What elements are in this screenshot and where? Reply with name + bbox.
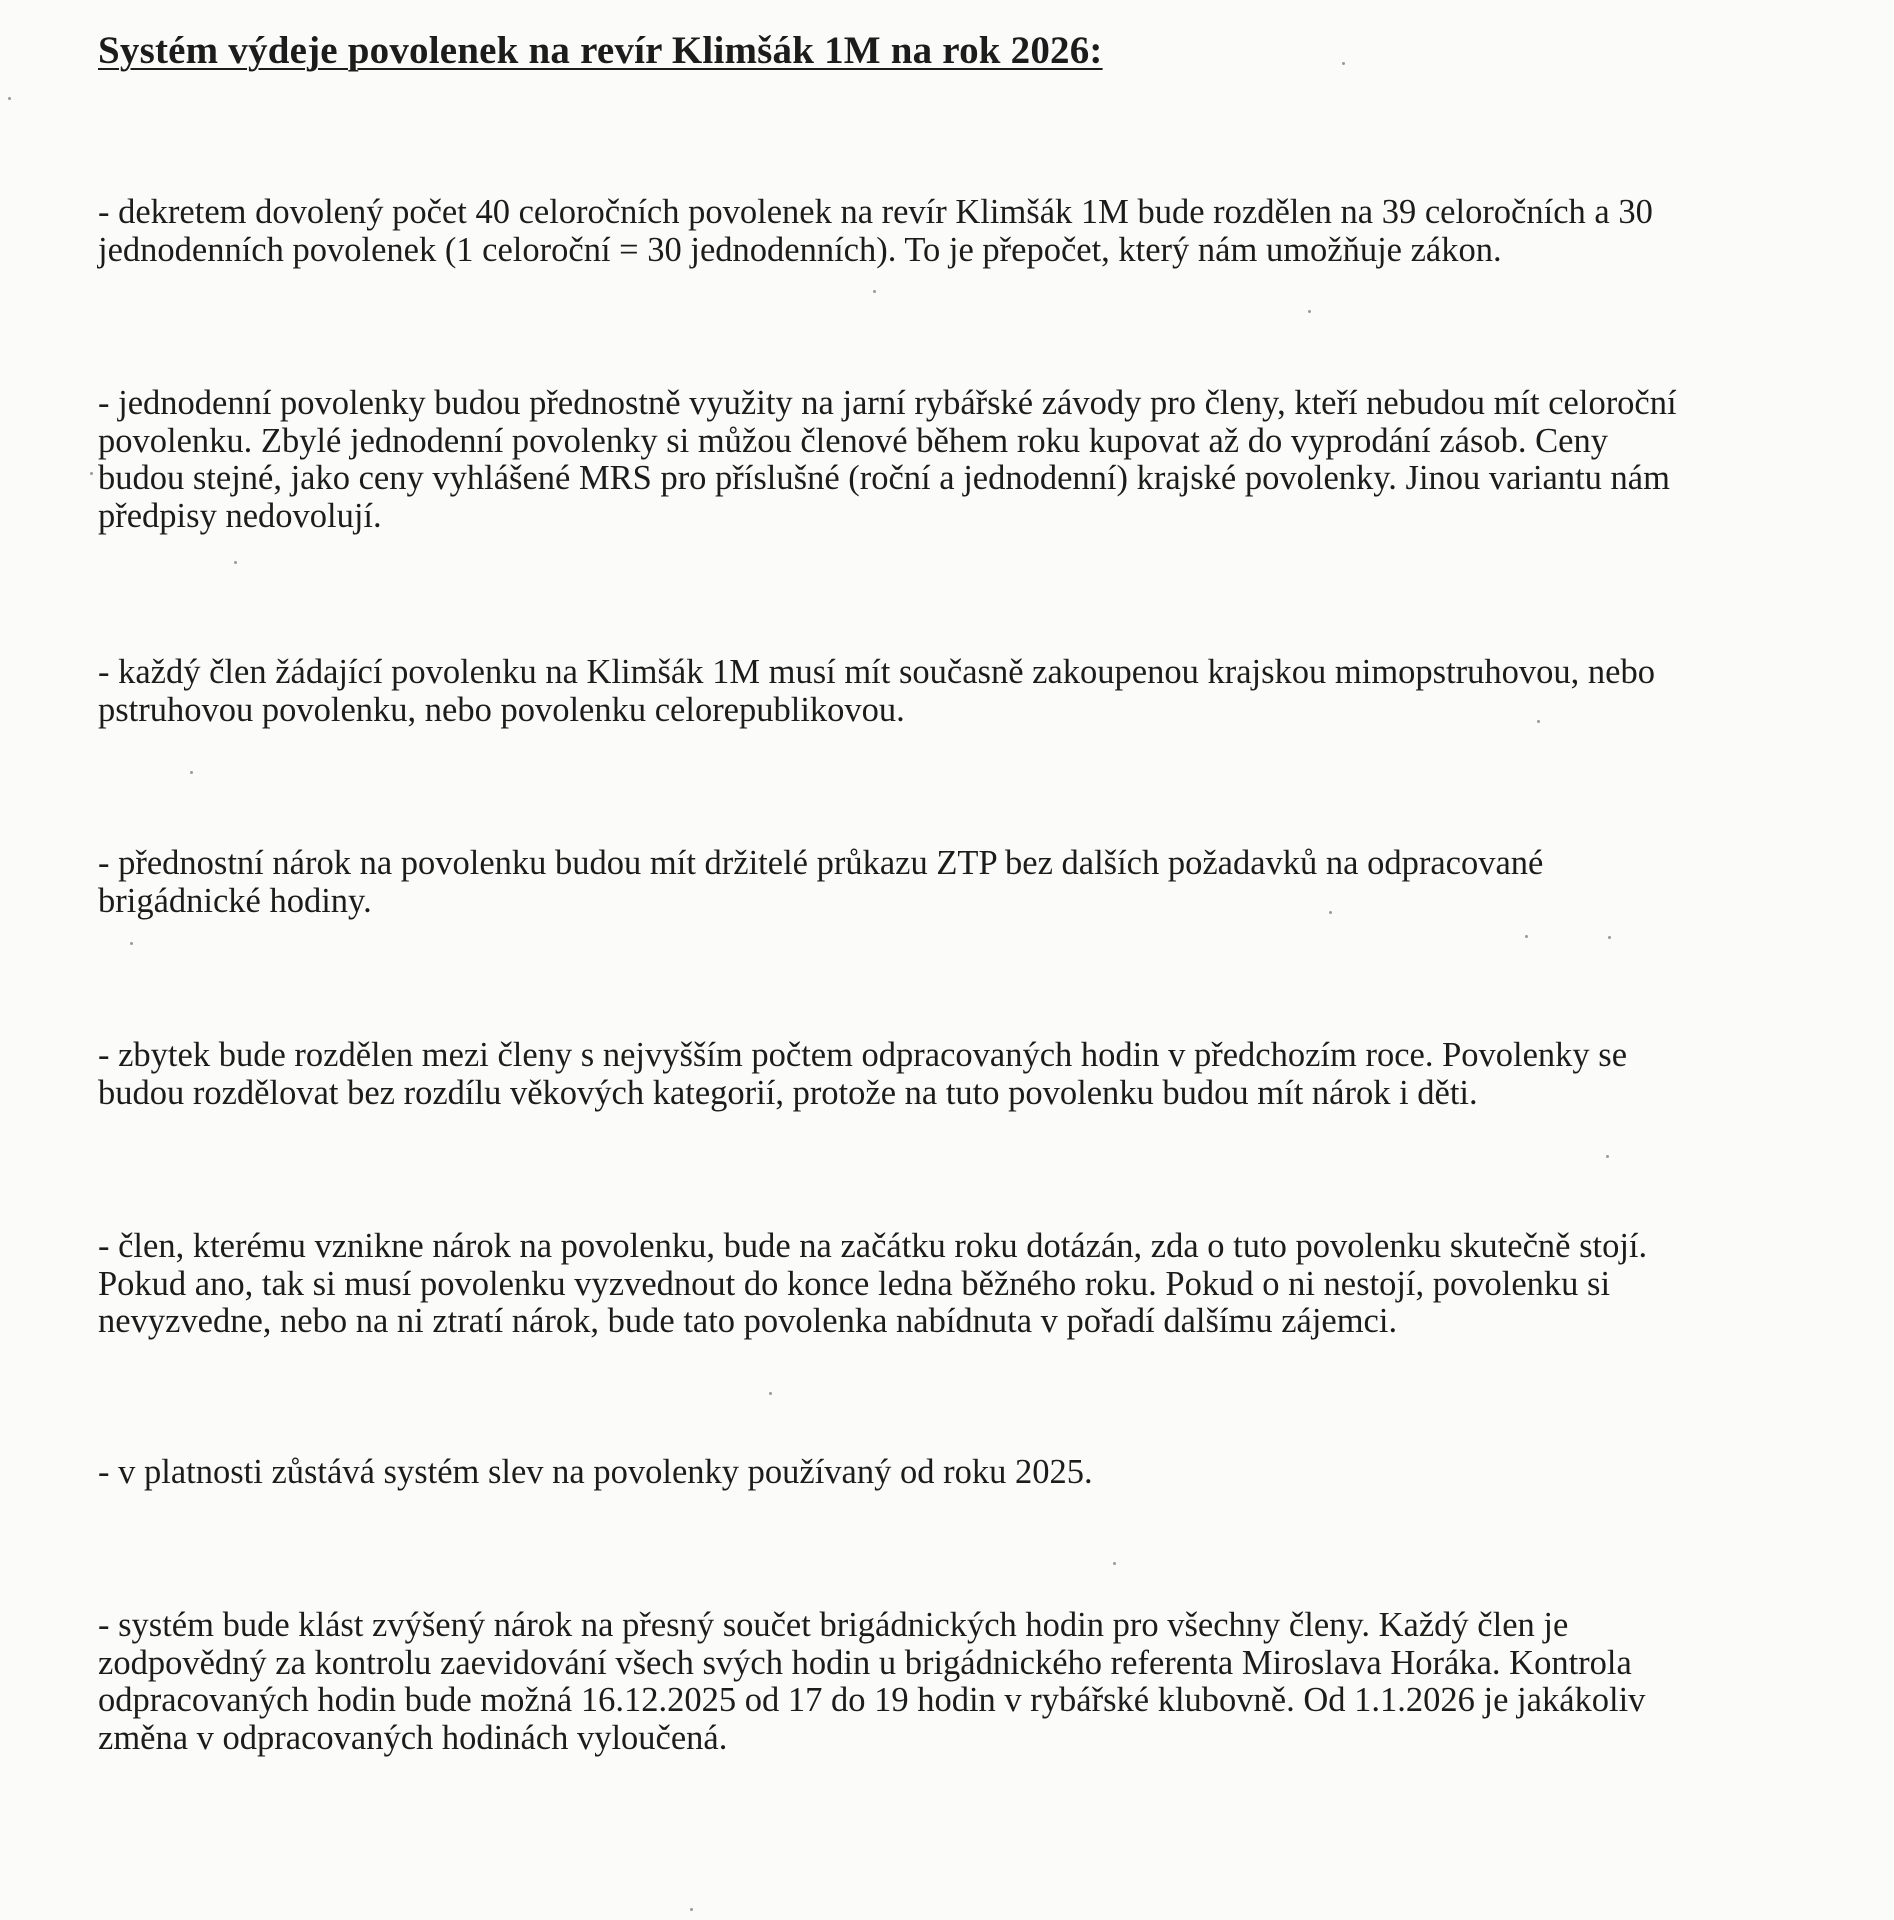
scan-speck: [1525, 935, 1528, 938]
scan-speck: [769, 1392, 772, 1395]
paragraph-ztp-priority: [98, 845, 1798, 920]
scan-speck: [1608, 936, 1611, 939]
scan-speck: [1342, 62, 1345, 65]
paragraph-line: povolenku. Zbylé jednodenní povolenky si můžou členové během roku kupovat až do vyprodání zásob. Ceny: [98, 421, 1608, 460]
scan-speck: [1308, 310, 1311, 313]
document-title: Systém výdeje povolenek na revír Klimšák 1M na rok 2026:: [98, 29, 1103, 72]
scan-speck: [1113, 1562, 1116, 1565]
scan-speck: [1606, 1155, 1609, 1158]
paragraph-line: budou rozdělovat bez rozdílu věkových kategorií, protože na tuto povolenku budou mít nárok i děti.: [98, 1073, 1478, 1112]
paragraph-line: zodpovědný za kontrolu zaevidování všech svých hodin u brigádnického referenta Miroslava Horáka. Kontrola: [98, 1643, 1632, 1682]
paragraph-line: - každý člen žádající povolenku na Klimšák 1M musí mít současně zakoupenou krajskou mimopstruhovou, nebo: [98, 653, 1655, 691]
scan-speck: [234, 561, 237, 564]
scan-speck: [690, 1908, 693, 1911]
paragraph-permit-count: [98, 194, 1798, 269]
scan-speck: [90, 472, 93, 475]
paragraph-line: pstruhovou povolenku, nebo povolenku celorepublikovou.: [98, 690, 905, 729]
paragraph-line: Pokud ano, tak si musí povolenku vyzvednout do konce ledna běžného roku. Pokud o ni nestojí, povolenku si: [98, 1264, 1611, 1303]
paragraph-line: - zbytek bude rozdělen mezi členy s nejvyšším počtem odpracovaných hodin v předchozím roce. Povolenky se: [98, 1036, 1628, 1074]
scan-speck: [190, 771, 193, 774]
paragraph-one-day-permits: [98, 385, 1798, 535]
scan-speck: [8, 97, 11, 100]
paragraph-line: nevyzvedne, nebo na ni ztratí nárok, bude tato povolenka nabídnuta v pořadí dalšímu zájemci.: [98, 1302, 1398, 1340]
paragraph-line: budou stejné, jako ceny vyhlášené MRS pro příslušné (roční a jednodenní) krajské povolenky. Jinou variantu nám: [98, 459, 1670, 497]
paragraph-line: - v platnosti zůstává systém slev na povolenky používaný od roku 2025.: [98, 1453, 1093, 1491]
paragraph-claim-confirmation: [98, 1228, 1798, 1341]
paragraph-line: - přednostní nárok na povolenku budou mít držitelé průkazu ZTP bez dalších požadavků na odpracované: [98, 844, 1544, 882]
scan-speck: [130, 942, 133, 945]
scan-speck: [873, 290, 876, 293]
paragraph-distribution: [98, 1037, 1798, 1112]
paragraph-line: změna v odpracovaných hodinách vyloučená.: [98, 1718, 728, 1757]
paragraph-line: jednodenních povolenek (1 celoroční = 30 jednodenních). To je přepočet, který nám umožňuje zákon.: [98, 230, 1502, 269]
scan-speck: [1329, 911, 1332, 914]
scan-speck: [1537, 720, 1540, 723]
paragraph-line: odpracovaných hodin bude možná 16.12.2025 od 17 do 19 hodin v rybářské klubovně. Od 1.1.2026 je jakákoliv: [98, 1681, 1646, 1719]
paragraph-line: brigádnické hodiny.: [98, 881, 372, 920]
paragraph-line: - jednodenní povolenky budou přednostně využity na jarní rybářské závody pro členy, kteří nebudou mít celoroční: [98, 384, 1677, 422]
paragraph-line: - systém bude klást zvýšený nárok na přesný součet brigádnických hodin pro všechny členy. Každý člen je: [98, 1606, 1569, 1644]
paragraph-discount-system: [98, 1454, 1798, 1492]
paragraph-line: předpisy nedovolují.: [98, 496, 382, 535]
paragraph-line: - dekretem dovolený počet 40 celoročních povolenek na revír Klimšák 1M bude rozdělen na 39 celoročních a 30: [98, 193, 1653, 231]
paragraph-line: - člen, kterému vznikne nárok na povolenku, bude na začátku roku dotázán, zda o tuto povolenku skutečně stojí.: [98, 1227, 1648, 1265]
paragraph-member-requirement: [98, 654, 1798, 729]
paragraph-work-hours-check: [98, 1607, 1798, 1757]
